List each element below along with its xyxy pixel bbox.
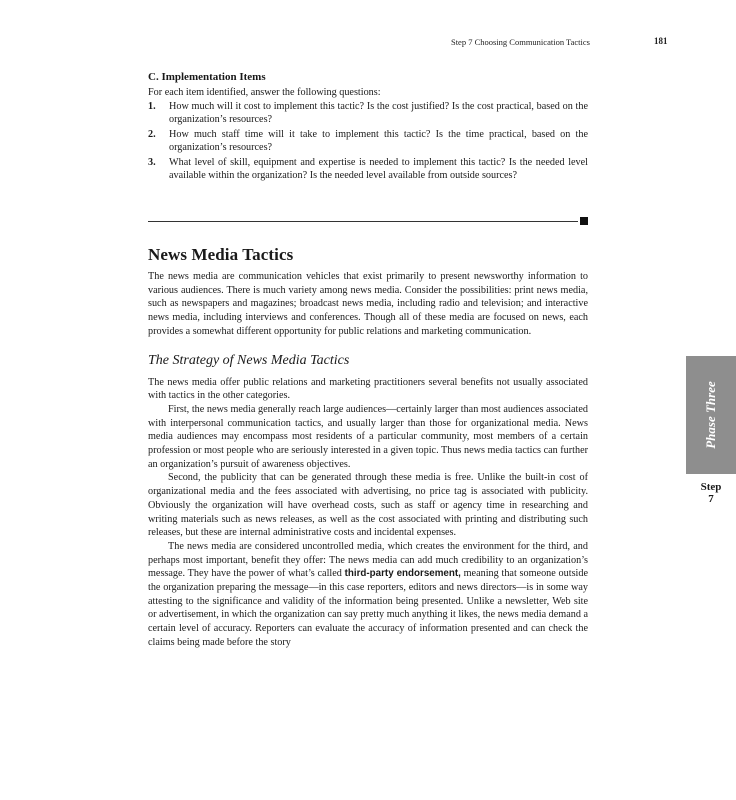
body-paragraph: First, the news media generally reach large audiences—certainly larger than most audiences associated with interpersonal communication tactics, and usually larger than those for organizational media. News media audiences may encompass most residents of a particular community, most members of a certain profession or most people who are seriously interested in a given topic. Thus news media tactics can further an organization’s pursuit of awareness objectives.: [148, 403, 588, 470]
question-item: [148, 100, 588, 126]
paragraph-text: meaning that someone outside the organization preparing the message—in this case reporters, editors and news directors—is in some way attesting to the significance and validity of the information being presented. Unlike a newsletter, Web site or advertisement, in which the organization can say pretty much anything it likes, the news media demand a certain level of accuracy. Reporters can evaluate the accuracy of information presented and can check the claims being made before the story: [148, 568, 588, 648]
divider-line: [148, 221, 578, 222]
implementation-intro: For each item identified, answer the following questions:: [148, 87, 381, 98]
body-paragraph: Second, the publicity that can be generated through these media is free. Unlike the built-in cost of organizational media and the fees associated with advertising, no price tag is associated with publicity. Obviously the organization will have overhead costs, such as staff or agency time in researching and writing materials such as news releases, as well as the cost associated with printing and distributing such releases, but these are internal administrative costs and incidental expenses.: [148, 472, 588, 539]
key-term: third-party endorsement,: [344, 568, 461, 580]
implementation-items-section: [148, 70, 588, 184]
phase-tab-label: Phase Three: [703, 381, 718, 449]
step-marker: [688, 481, 734, 505]
news-media-section: [148, 244, 588, 650]
running-head: Step 7 Choosing Communication Tactics: [450, 37, 590, 47]
question-text: How much will it cost to implement this tactic? Is the cost justified? Is the cost practical, based on the organization’s resources?: [169, 101, 588, 125]
question-item: [148, 156, 588, 182]
section-end-rule: [148, 216, 588, 226]
phase-tab: [686, 356, 736, 474]
question-number: 3.: [148, 157, 156, 168]
implementation-question-list: [148, 100, 588, 182]
step-word: Step: [700, 481, 722, 493]
implementation-heading: C. Implementation Items: [148, 71, 266, 83]
question-number: 2.: [148, 129, 156, 140]
end-mark-square-icon: [580, 217, 588, 225]
question-text: How much staff time will it take to implement this tactic? Is the time practical, based on the organization’s resources?: [169, 129, 588, 153]
subsection-heading: The Strategy of News Media Tactics: [148, 352, 350, 368]
paragraph-text: The news media are considered uncontrolled media, which creates the environment for the third, and perhaps most important, benefit they offer: The news media can add much credibility to an organization’s message. They have the power of what’s called: [148, 540, 588, 580]
question-text: What level of skill, equipment and expertise is needed to implement this tactic? Is the needed level available within the organization? Is the needed level available from outside sources?: [169, 157, 588, 181]
section-intro-paragraph: The news media are communication vehicles that exist primarily to present newsworthy information to various audiences. There is much variety among news media. Consider the possibilities: print news media, such as newspapers and magazines; broadcast news media, including radio and television; and interactive news media, including interviews and conferences. Though all of these media are focused on news, each provides a somewhat different opportunity for public relations and marketing communication.: [148, 271, 588, 337]
section-title: News Media Tactics: [148, 245, 294, 264]
step-number: 7: [708, 493, 714, 505]
question-item: [148, 128, 588, 154]
page-number: 181: [654, 36, 668, 46]
body-paragraph: The news media offer public relations and marketing practitioners several benefits not usually associated with tactics in the other categories.: [148, 376, 588, 402]
body-paragraph: [148, 540, 588, 650]
question-number: 1.: [148, 101, 156, 112]
